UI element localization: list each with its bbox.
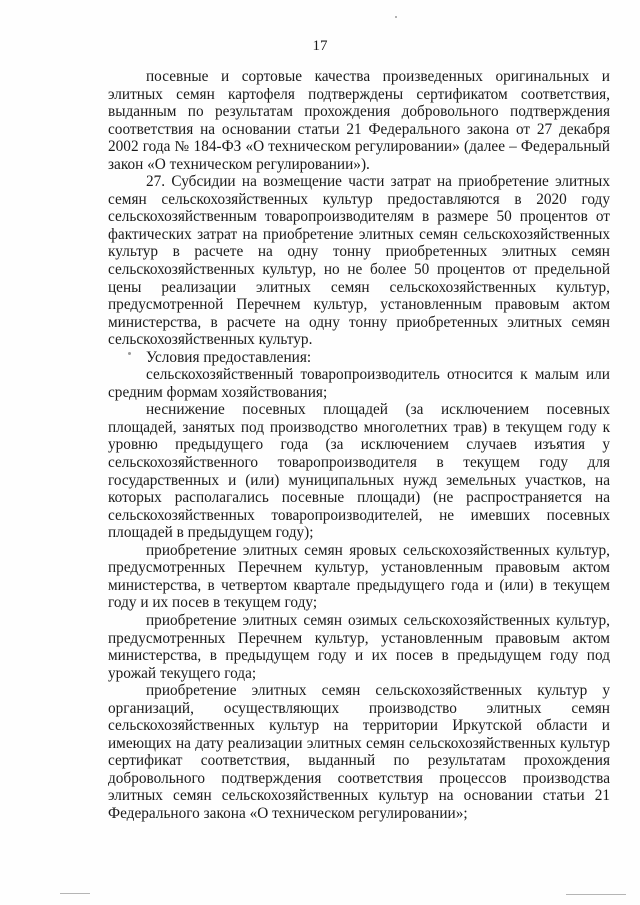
scan-speck	[128, 352, 131, 355]
paragraph-condition-sown-area: неснижение посевных площадей (за исключением посевных площадей, занятых под производство многолетних трав) в текущем году к уровню предыдущего года (за исключением случаев изъятия у сельскохозяйственного товаропроизводителя в текущем году для государственных и (или) муниципальных нужд земельных участков, на которых располагались посевные площади) (не распространяется на сельскохозяйственных товаропроизводителей, не имевших посевных площадей в предыдущем году);	[108, 401, 610, 542]
paragraph-condition-winter-seeds: приобретение элитных семян озимых сельскохозяйственных культур, предусмотренных Перечнем культур, установленным правовым актом министерства, в предыдущем году и их посев в предыдущем году под урожай текущего года;	[108, 611, 610, 682]
paragraph-seed-certificate: посевные и сортовые качества произведенных оригинальных и элитных семян картофеля подтверждены сертификатом соответствия, выданным по результатам прохождения добровольного подтверждения соответствия на основании статьи 21 Федерального закона от 27 декабря 2002 года № 184-ФЗ «О техническом регулировании» (далее – Федеральный закон «О техническом регулировании»).	[108, 68, 610, 173]
paragraph-27-subsidy: 27. Субсидии на возмещение части затрат на приобретение элитных семян сельскохозяйственных культур предоставляются в 2020 году сельскохозяйственным товаропроизводителям в размере 50 процентов от фактических затрат на приобретение элитных семян сельскохозяйственных культур в расчете на одну тонну приобретенных элитных семян сельскохозяйственных культур, но не более 50 процентов от предельной цены реализации элитных семян сельскохозяйственных культур, предусмотренной Перечнем культур, установленным правовым актом министерства, в расчете на одну тонну приобретенных элитных семян сельскохозяйственных культур.	[108, 173, 610, 349]
paragraph-conditions-heading: Условия предоставления:	[146, 348, 312, 366]
paragraph-condition-small-farms: сельскохозяйственный товаропроизводитель относится к малым или средним формам хозяйствования;	[108, 366, 610, 401]
paragraph-condition-irkutsk-suppliers: приобретение элитных семян сельскохозяйственных культур у организаций, осуществляющих производство элитных семян сельскохозяйственных культур на территории Иркутской области и имеющих на дату реализации элитных семян сельскохозяйственных культур сертификат соответствия, выданный по результатам прохождения добровольного подтверждения соответствия процессов производства элитных семян сельскохозяйственных культур на основании статьи 21 Федерального закона «О техническом регулировании»;	[108, 682, 610, 822]
scan-speck	[395, 16, 397, 18]
document-body	[108, 68, 610, 823]
scan-edge-mark	[566, 894, 626, 895]
page-number: 17	[312, 38, 328, 54]
scan-edge-mark	[60, 893, 90, 894]
paragraph-condition-spring-seeds: приобретение элитных семян яровых сельскохозяйственных культур, предусмотренных Перечнем культур, установленным правовым актом министерства, в четвертом квартале предыдущего года и (или) в текущем году и их посев в текущем году;	[108, 541, 610, 612]
